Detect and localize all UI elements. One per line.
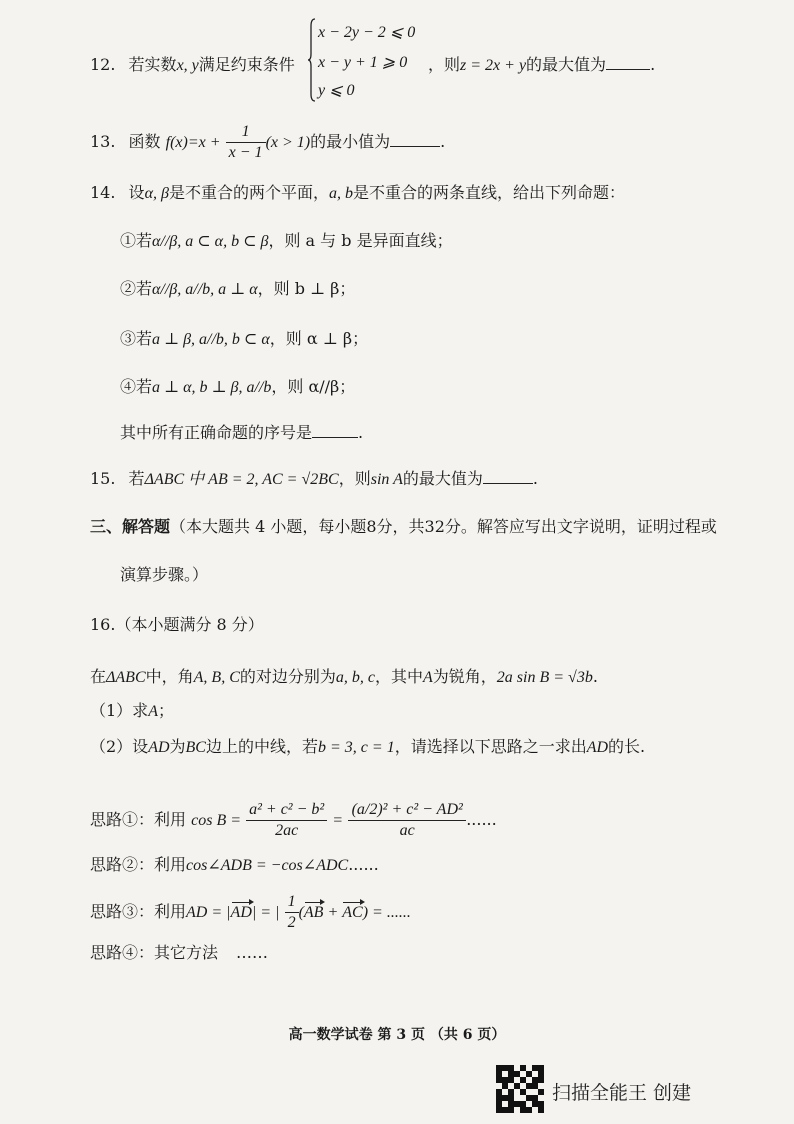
approach-2: 思路②：利用cos∠ADB = −cos∠ADC......: [90, 855, 379, 874]
proposition-1: ①若α//β, a ⊂ α, b ⊂ β，则 a 与 b 是异面直线；: [120, 231, 453, 250]
question-16-part-1: （1）求A；: [90, 701, 174, 720]
answer-blank-15: [483, 469, 533, 484]
proposition-3: ③若a ⊥ β, a//b, b ⊂ α，则 α ⊥ β；: [120, 329, 369, 348]
question-14: 14. 设α, β是不重合的两个平面，a, b是不重合的两条直线，给出下列命题：: [90, 183, 625, 202]
question-16-stem: 在ΔABC中，角A, B, C的对边分别为a, b, c，其中A为锐角，2a sin B = √3b.: [90, 667, 598, 686]
answer-blank-14: [312, 423, 358, 438]
fraction-1-over-x-minus-1: $\frac{1}{x - 1}$: [226, 122, 266, 163]
answer-blank-13: [390, 132, 440, 147]
median-fraction: $\frac{\text{(a/2)² + c² − AD²}}{ac}$: [348, 800, 466, 841]
approach-1: 思路①：利用 cos B = $\frac{\text{a² + c² − b²}}{2ac}$ = $\frac{\text{(a/2)² + c² − AD²}}{ac}$ ......: [90, 801, 497, 839]
vector-AC: AC: [342, 904, 363, 921]
question-12: 12. 若实数x, y满足约束条件: [90, 55, 295, 74]
question-15: 15. 若ΔABC 中 AB = 2, AC = √2BC，则sin A的最大值为 .: [90, 469, 538, 488]
approach-3: 思路③：利用AD = |AD| = | $\frac{1}{2}$ (AB + AC) = ......: [90, 893, 411, 931]
question-14-ask: 其中所有正确命题的序号是 .: [120, 423, 364, 442]
page-footer: 高一数学试卷 第 3 页 （共 6 页）: [288, 1027, 506, 1043]
law-of-cosines-fraction: $\frac{\text{a² + c² − b²}}{2ac}$: [246, 800, 327, 841]
constraint-3: y ⩽ 0: [318, 82, 355, 99]
fraction-one-half: $\frac{1}{2}$: [285, 892, 299, 933]
section-3-title: 三、解答题: [90, 517, 171, 536]
vector-AB: AB: [303, 904, 324, 921]
constraint-1: x − 2y − 2 ⩽ 0: [318, 24, 416, 41]
question-13: 13. 函数 f(x)=x + $\frac{1}{x - 1}$ (x > 1)的最小值为 .: [90, 123, 446, 161]
scanner-watermark: 扫描全能王 创建: [552, 1082, 692, 1104]
section-3-header: 三、解答题（本大题共 4 小题，每小题8分，共32分。解答应写出文字说明，证明过程或: [90, 517, 717, 536]
proposition-4: ④若a ⊥ α, b ⊥ β, a//b，则 α//β；: [120, 377, 356, 396]
system-brace: [308, 18, 316, 102]
question-12-tail: ，则z = 2x + y的最大值为 .: [428, 55, 656, 74]
constraint-2: x − y + 1 ⩾ 0: [318, 54, 408, 71]
question-16-header: 16.（本小题满分 8 分）: [90, 615, 264, 634]
answer-blank-12: [606, 55, 650, 70]
qr-code-icon: [496, 1065, 544, 1113]
approach-4: 思路④：其它方法 ……: [90, 943, 269, 962]
section-3-desc-line2: 演算步骤。）: [120, 565, 209, 584]
vector-AD: AD: [230, 904, 252, 921]
question-16-part-2: （2）设AD为BC边上的中线，若b = 3, c = 1，请选择以下思路之一求出AD的长.: [90, 737, 646, 756]
proposition-2: ②若α//β, a//b, a ⊥ α，则 b ⊥ β；: [120, 279, 356, 298]
